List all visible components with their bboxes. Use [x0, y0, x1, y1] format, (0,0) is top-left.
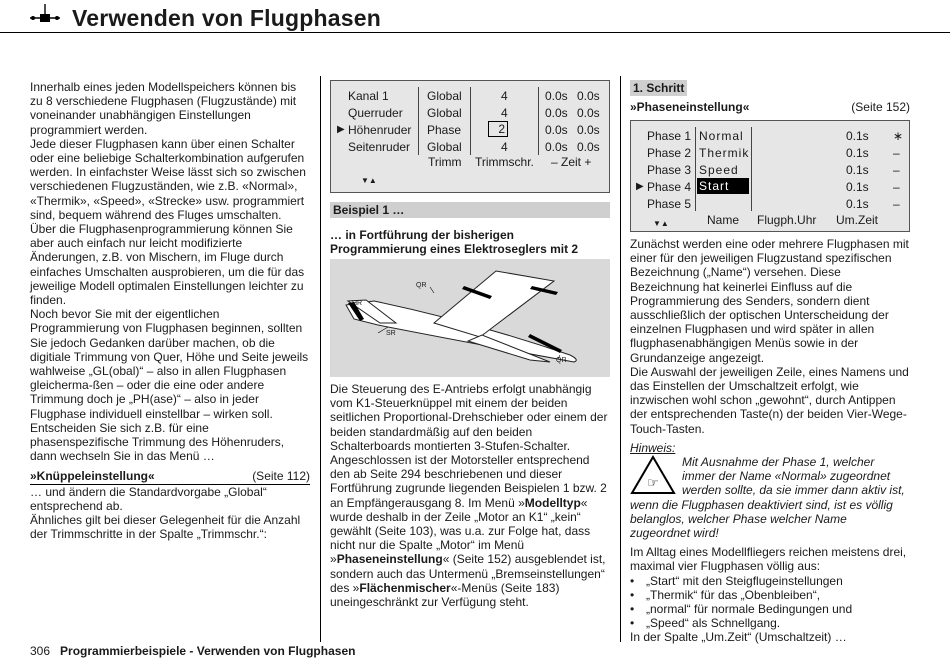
phase-mark: –: [893, 197, 900, 211]
hint-text: Mit Ausnahme der Phase 1, welcher immer der Name «Normal» zugeordnet werden sollte, da sie immer dann aktiv ist, wenn die Flugphasen deaktiviert sind, ist es völlig belanglos, welcher Phase welcher Name zugeordnet wird!: [630, 455, 905, 541]
column-divider: [320, 76, 321, 642]
phase-mark: –: [893, 163, 900, 177]
paragraph: Innerhalb eines jeden Modellspeichers können bis zu 8 verschiedene Flugphasen (Flugzustände) mit voneinander unabhängigen Einstellungen programmiert werden.: [30, 80, 297, 137]
phase-mark: ∗: [893, 129, 904, 143]
row-steps: 4: [501, 89, 508, 103]
paragraph: Noch bevor Sie mit der eigentlichen Programmierung von Flugphasen beginnen, sollten Sie jedoch Gedanken darüber machen, ob die digitiale Trimmung von Quer, Höhe und Seite jeweils wahlweise „GL(obal)“ – also in allen Flugphasen gleicherma-ßen – oder die eine oder andere Trimmung doch je „PH(ase)“ – also in jeder Flugphase individuell einstellbar – wirken soll.: [30, 307, 309, 421]
phase-name: Normal: [699, 129, 744, 143]
phase-list: [630, 574, 910, 631]
hint-title: Hinweis:: [630, 440, 676, 455]
lcd-divider: [538, 87, 539, 155]
phase-mark: –: [893, 146, 900, 160]
column-divider: [620, 76, 621, 642]
footer-trimm: Trimm: [428, 155, 462, 169]
warning-icon: [630, 455, 676, 495]
row-mode: Global: [427, 89, 462, 103]
page-title: Verwenden von Flugphasen: [72, 5, 381, 31]
row-name: Querruder: [348, 106, 403, 120]
text-run: Die Steuerung des E-Antriebs erfolgt unabhängig vom K1-Steuerknüppel mit einem der beiden seitlichen Proportional-Drehschieber oder einem der beiden standardmäßig auf den beiden Schalterboards montierten 3-Stufen-Schalter. Angeschlossen ist der Motorsteller entsprechend den ab Seite 294 beschriebenen und dieser Fortführung zugrunde liegenden Beispielen 1 bzw. 2 an Empfängerausgang 8. Im Menü »: [330, 382, 608, 510]
row-mode: Phase: [427, 123, 462, 137]
footer-flugph: Flugph.Uhr: [757, 213, 817, 227]
header-rule: [0, 32, 950, 33]
hint-box: [630, 455, 910, 540]
row-time2: 0.0s: [577, 140, 600, 154]
menu-page: (Seite 112): [252, 469, 310, 484]
phase-label: Phase 3: [647, 163, 692, 177]
phase-mark: –: [893, 180, 900, 194]
phase-time: 0.1s: [846, 129, 869, 143]
step-heading: 1. Schritt: [630, 80, 687, 96]
example-subtitle: … in Fortführung der bisherigen Programmierung eines Elektroseglers mit 2: [330, 228, 579, 257]
paragraph: Ähnliches gilt bei dieser Gelegenheit für die Anzahl der Trimmschritte in der Spalte „Trimmschr.“:: [30, 513, 301, 542]
phase-time: 0.1s: [846, 163, 869, 177]
example-heading: Beispiel 1 …: [330, 202, 610, 218]
row-name: Kanal 1: [348, 89, 389, 103]
menu-page: (Seite 152): [851, 100, 910, 115]
middle-text: [330, 382, 610, 609]
footer-title: Programmierbeispiele - Verwenden von Flugphasen: [60, 644, 356, 658]
list-item: • „Speed“ als Schnellgang.: [630, 616, 910, 630]
paragraph: Im Alltag eines Modellfliegers reichen meistens drei, maximal vier Flugphasen völlig aus:: [630, 545, 907, 574]
menu-reference: [630, 100, 910, 114]
row-name: Seitenruder: [348, 140, 411, 154]
footer-trimmschr: Trimmschr.: [475, 155, 534, 169]
label-hr: HR: [352, 300, 363, 307]
paragraph: Zunächst werden eine oder mehrere Flugphasen mit einer für den jeweiligen Flugzustand spezifischen Bezeichnung („Name“) versehen. Diese Bezeichnung hat keinerlei Einfluss auf die Programmierung des Senders, sondern dient ausschließlich der optischen Unterscheidung der einzelnen Flugphasen und wird später in allen flugphasenabhängigen Menüs sowie in der Grundanzeige angezeigt.: [630, 237, 909, 365]
paragraph: Jede dieser Flugphasen kann über einen Schalter oder eine beliebige Schalterkombination aufgerufen werden. In einfachster Weise lässt sich so zwischen verschiedenen Flugzuständen, wie z.B. «Normal», «Thermik», «Speed», «Strecke» usw. programmiert sind, bequem während des Fluges umschalten. Über die Flugphasenprogrammierung können Sie aber auch einfach nur leicht modifizierte Änderungen, z.B. von Mischern, im Fluge durch einfaches Umschalten ausprobieren, um die für das jeweilige Modell optimalen Einstellungen leichter zu finden.: [30, 136, 306, 308]
paragraph: … und ändern die Standardvorgabe „Global“ entsprechend ab.: [30, 484, 267, 513]
selection-arrow-icon: ▶: [337, 124, 345, 135]
svg-text:☞: ☞: [647, 476, 659, 492]
list-item: • „Thermik“ für das „Obenbleiben“,: [630, 588, 910, 602]
row-time1: 0.0s: [545, 106, 568, 120]
row-time1: 0.0s: [545, 123, 568, 137]
footer-name: Name: [707, 213, 740, 227]
list-item: • „Start“ mit den Steigflugeinstellungen: [630, 574, 910, 588]
row-steps: 4: [501, 140, 508, 154]
list-item: • „normal“ für normale Bedingungen und: [630, 602, 910, 616]
row-name: Höhenruder: [348, 123, 412, 137]
text-run: Flächenmischer: [359, 580, 451, 595]
text-run: «-Menüs (Seite 183) uneingeschränkt zur Verfügung steht.: [330, 580, 560, 610]
scroll-arrows-icon: ▼▲: [361, 176, 377, 185]
label-sr: SR: [386, 330, 396, 337]
menu-name: »Phaseneinstellung«: [630, 100, 750, 115]
lcd-divider: [751, 127, 752, 211]
selection-arrow-icon: ▶: [636, 181, 644, 192]
footer-zeit: – Zeit +: [551, 155, 592, 169]
paragraph: Entscheiden Sie sich z.B. für eine phasenspezifische Trimmung des Höhenruders, dann wechseln Sie in das Menü …: [30, 420, 285, 464]
text-run: Modelltyp: [524, 495, 581, 510]
text-run: « wurde deshalb in der Zeile „Motor an K1“ „kein“ gewählt (Seite 103), was u.a. zur Folge hat, dass nicht nur die Spalte „Motor“ im Menü »: [330, 495, 591, 567]
phase-name: Speed: [699, 163, 739, 177]
phase-label: Phase 5: [647, 197, 692, 211]
row-mode: Global: [427, 140, 462, 154]
menu-name: »Knüppeleinstellung«: [30, 469, 155, 484]
label-qr: QR: [416, 282, 427, 289]
paragraph: [330, 382, 610, 609]
phase-label: Phase 2: [647, 146, 692, 160]
page-number: 306: [30, 644, 51, 658]
row-time2: 0.0s: [577, 123, 600, 137]
page-header: [0, 0, 950, 40]
label-qr: QR: [556, 357, 567, 364]
row-time1: 0.0s: [545, 140, 568, 154]
text-run: Phaseneinstellung: [336, 552, 443, 567]
scroll-arrows-icon: ▼▲: [653, 219, 669, 228]
text-run: « (Seite 152) ausgeblendet ist, sondern auch das Untermenü „Bremseinstellungen“ des »: [330, 552, 606, 595]
phase-name: Thermik: [699, 146, 750, 160]
glider-illustration: [330, 259, 610, 377]
phase-label: Phase 4: [647, 180, 692, 194]
row-steps-selected[interactable]: 2: [488, 121, 508, 137]
phase-time: 0.1s: [846, 146, 869, 160]
lcd-divider: [418, 87, 419, 155]
phase-label: Phase 1: [647, 129, 692, 143]
lcd-divider: [470, 87, 471, 155]
menu-reference: [30, 469, 310, 484]
lcd-divider: [695, 127, 696, 211]
paragraph: In der Spalte „Um.Zeit“ (Umschaltzeit) …: [630, 630, 847, 645]
lcd-phase-settings: [630, 120, 910, 232]
footer-umzeit: Um.Zeit: [836, 213, 878, 227]
row-mode: Global: [427, 106, 462, 120]
paragraph: Die Auswahl der jeweiligen Zeile, eines Namens und das Einstellen der Umschaltzeit erfolgt, wie inzwischen wohl schon „gewohnt“, durch Antippen der entsprechenden Taste(n) der beiden Vier-Wege-Touch-Tasten.: [630, 364, 909, 436]
phase-time: 0.1s: [846, 197, 869, 211]
row-time1: 0.0s: [545, 89, 568, 103]
phase-name-selected[interactable]: Start: [697, 178, 749, 194]
row-time2: 0.0s: [577, 106, 600, 120]
lcd-stick-settings: [330, 80, 610, 193]
row-steps: 4: [501, 106, 508, 120]
right-text: [630, 237, 910, 645]
phase-time: 0.1s: [846, 180, 869, 194]
left-column: [30, 80, 310, 542]
row-time2: 0.0s: [577, 89, 600, 103]
page-footer: [30, 644, 355, 658]
right-column: [630, 80, 910, 114]
transmitter-icon: [30, 4, 60, 30]
